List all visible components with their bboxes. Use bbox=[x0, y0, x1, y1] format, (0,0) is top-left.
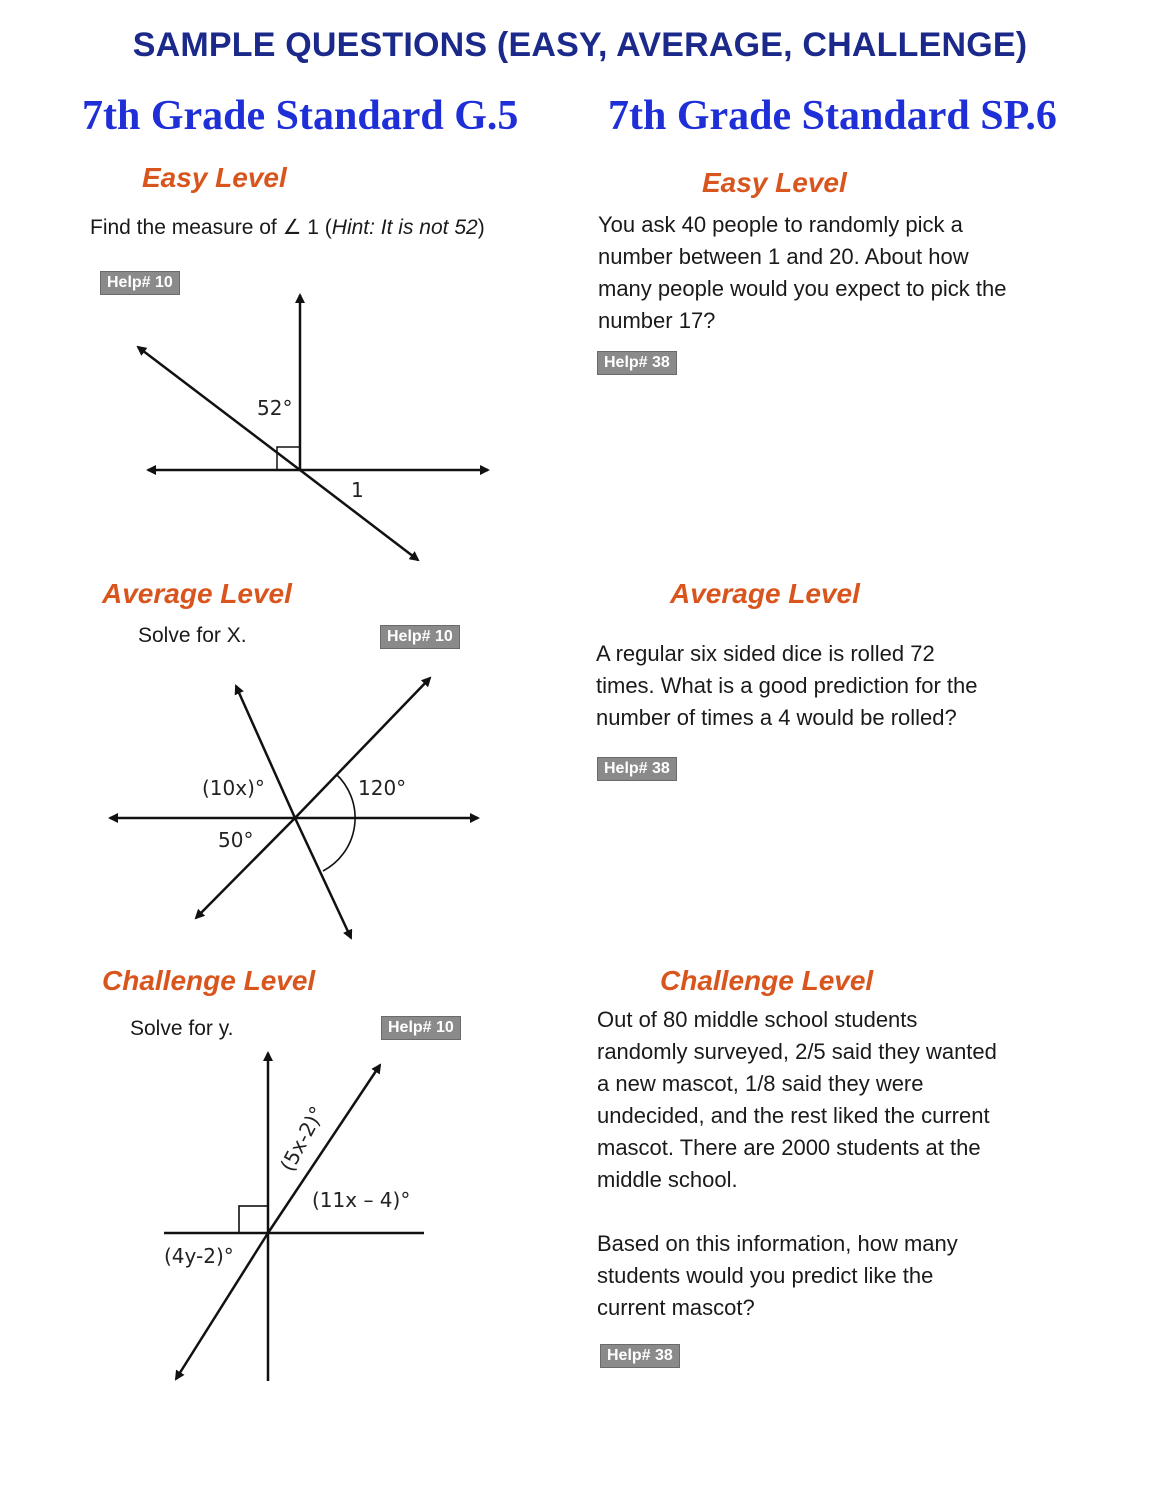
question-line: Based on this information, how many bbox=[597, 1231, 958, 1256]
right-easy-help-button[interactable]: Help# 38 bbox=[597, 351, 677, 375]
left-easy-question-suffix: ) bbox=[477, 216, 485, 239]
angle-label-1: 1 bbox=[351, 478, 364, 502]
angle-label-10x: (10x)° bbox=[202, 776, 265, 800]
right-challenge-level-heading: Challenge Level bbox=[660, 965, 874, 996]
question-line: a new mascot, 1/8 said they were bbox=[597, 1071, 924, 1096]
left-average-angle-figure bbox=[100, 670, 490, 950]
steep-line-down bbox=[295, 818, 351, 938]
angle-label-4y-2: (4y-2)° bbox=[164, 1244, 234, 1268]
page-title: SAMPLE QUESTIONS (EASY, AVERAGE, CHALLENGE) bbox=[132, 26, 1028, 64]
question-line: A regular six sided dice is rolled 72 bbox=[596, 641, 935, 666]
left-easy-question bbox=[90, 212, 485, 244]
left-easy-angle-figure bbox=[120, 285, 510, 575]
left-average-question: Solve for X. bbox=[138, 624, 247, 647]
angle-label-50: 50° bbox=[218, 828, 254, 852]
left-easy-help-button[interactable]: Help# 10 bbox=[100, 271, 180, 295]
question-line: mascot. There are 2000 students at the bbox=[597, 1135, 981, 1160]
question-line: number of times a 4 would be rolled? bbox=[596, 705, 957, 730]
left-average-level-heading: Average Level bbox=[102, 578, 292, 609]
left-challenge-angle-figure bbox=[150, 1045, 440, 1395]
angle-label-11x-4: (11x – 4)° bbox=[312, 1188, 411, 1212]
left-challenge-level-heading: Challenge Level bbox=[102, 965, 316, 996]
left-easy-level-heading: Easy Level bbox=[142, 162, 287, 193]
angle-arc-120 bbox=[323, 774, 355, 871]
right-easy-level-heading: Easy Level bbox=[702, 167, 847, 198]
right-average-help-button[interactable]: Help# 38 bbox=[597, 757, 677, 781]
question-line: times. What is a good prediction for the bbox=[596, 673, 978, 698]
right-average-question bbox=[596, 638, 1116, 734]
question-line: number 17? bbox=[598, 308, 716, 333]
right-average-level-heading: Average Level bbox=[670, 578, 860, 609]
left-easy-question-hint: Hint: It is not 52 bbox=[331, 216, 478, 239]
question-line: many people would you expect to pick the bbox=[598, 276, 1007, 301]
angle-label-5x-2: (5x-2)° bbox=[275, 1102, 330, 1176]
question-line: middle school. bbox=[597, 1167, 738, 1192]
question-line: number between 1 and 20. About how bbox=[598, 244, 969, 269]
left-standard-heading: 7th Grade Standard G.5 bbox=[82, 93, 519, 139]
question-line: randomly surveyed, 2/5 said they wanted bbox=[597, 1039, 997, 1064]
right-easy-question bbox=[598, 209, 1118, 337]
question-line: Out of 80 middle school students bbox=[597, 1007, 918, 1032]
right-angle-marker bbox=[239, 1206, 268, 1233]
question-line: current mascot? bbox=[597, 1295, 755, 1320]
left-easy-question-prefix: Find the measure of ∠ 1 ( bbox=[90, 216, 332, 239]
right-standard-heading: 7th Grade Standard SP.6 bbox=[608, 93, 1057, 139]
right-challenge-help-button[interactable]: Help# 38 bbox=[600, 1344, 680, 1368]
left-challenge-question: Solve for y. bbox=[130, 1017, 234, 1040]
angle-label-120: 120° bbox=[358, 776, 407, 800]
right-challenge-question bbox=[597, 1004, 1137, 1324]
question-line: undecided, and the rest liked the current bbox=[597, 1103, 990, 1128]
left-challenge-help-button[interactable]: Help# 10 bbox=[381, 1016, 461, 1040]
left-average-help-button[interactable]: Help# 10 bbox=[380, 625, 460, 649]
paragraph-spacer bbox=[597, 1196, 1137, 1228]
question-line: You ask 40 people to randomly pick a bbox=[598, 212, 963, 237]
question-line: students would you predict like the bbox=[597, 1263, 934, 1288]
angle-label-52: 52° bbox=[257, 396, 293, 420]
